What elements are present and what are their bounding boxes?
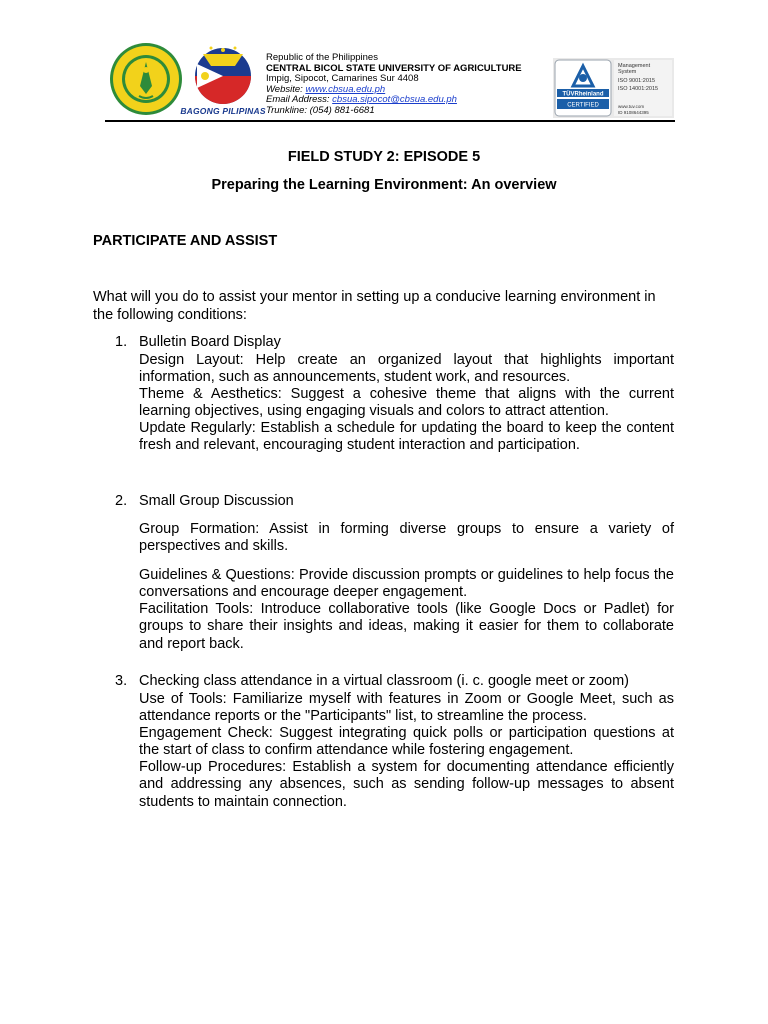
tuv-management-text: Management [618, 63, 651, 69]
list-item-heading: Bulletin Board Display [139, 334, 281, 350]
list-item-paragraph: Design Layout: Help create an organized layout that highlights important information, such as announcements, student work, and resources. [139, 352, 674, 386]
tuv-certified-text: CERTIFIED [567, 102, 599, 109]
list-item-paragraph: Group Formation: Assist in forming diverse groups to ensure a variety of perspectives and skills. [139, 521, 674, 555]
university-address-block [266, 53, 522, 117]
tuv-brand-text: TÜVRheinland [562, 91, 604, 98]
website-label: Website: [266, 83, 306, 95]
document-subtitle: Preparing the Learning Environment: An overview [211, 177, 557, 193]
header-divider [105, 120, 675, 122]
university-seal-logo [109, 42, 183, 116]
list-item-number: 3. [115, 673, 128, 689]
list-item-paragraph: Follow-up Procedures: Establish a system for documenting attendance efficiently and addressing any absences, such as sending follow-up messages to absent students to maintain connection. [139, 759, 674, 810]
list-item-paragraph: Engagement Check: Suggest integrating quick polls or participation questions at the start of class to confirm attendance while fostering engagement. [139, 725, 674, 759]
list-item-paragraph: Update Regularly: Establish a schedule for updating the board to keep the content fresh and relevant, encouraging student interaction and participation. [139, 420, 674, 454]
email-label: Email Address: [266, 94, 333, 106]
letterhead [105, 40, 675, 122]
tuv-iso2-text: ISO 14001:2015 [618, 86, 659, 92]
tuv-id-text: ID 9108644395 [618, 110, 649, 115]
list-item-paragraph: Guidelines & Questions: Provide discussion prompts or guidelines to help focus the conversations and encourage deeper engagement. [139, 567, 674, 601]
tuv-web-text: www.tuv.com [618, 104, 645, 109]
document-title: FIELD STUDY 2: EPISODE 5 [287, 149, 481, 165]
section-title: PARTICIPATE AND ASSIST [93, 233, 278, 249]
list-item-paragraph: Facilitation Tools: Introduce collaborative tools (like Google Docs or Padlet) for groups to share their insights and ideas, making it easier for them to collaborate and report back. [139, 601, 674, 652]
list-item-number: 1. [115, 334, 128, 350]
tuv-certification-logo [553, 58, 674, 118]
bagong-pilipinas-text: BAGONG PILIPINAS [180, 106, 266, 116]
tuv-iso1-text: ISO 9001:2015 [618, 78, 656, 84]
tuv-system-text: System [618, 69, 637, 75]
list-item-number: 2. [115, 493, 128, 509]
intro-paragraph: What will you do to assist your mentor in setting up a conducive learning environment in the following conditions: [93, 289, 656, 323]
list-item-paragraph: Theme & Aesthetics: Suggest a cohesive theme that aligns with the current learning objectives, using engaging visuals and colors to attract attention. [139, 386, 674, 420]
address-line: Impig, Sipocot, Camarines Sur 4408 [266, 73, 419, 85]
list-item-paragraph: Use of Tools: Familiarize myself with features in Zoom or Google Meet, such as attendance reports or the "Participants" list, to streamline the process. [139, 691, 674, 725]
email-link[interactable]: cbsua.sipocot@cbsua.edu.ph [332, 94, 457, 106]
university-name: CENTRAL BICOL STATE UNIVERSITY OF AGRICULTURE [266, 62, 522, 74]
trunkline-line: Trunkline: (054) 881-6681 [266, 104, 375, 116]
list-item-heading: Checking class attendance in a virtual classroom (i. c. google meet or zoom) [139, 673, 629, 689]
republic-line: Republic of the Philippines [266, 52, 378, 63]
website-link[interactable]: www.cbsua.edu.ph [305, 83, 386, 95]
list-item-heading: Small Group Discussion [139, 493, 294, 509]
